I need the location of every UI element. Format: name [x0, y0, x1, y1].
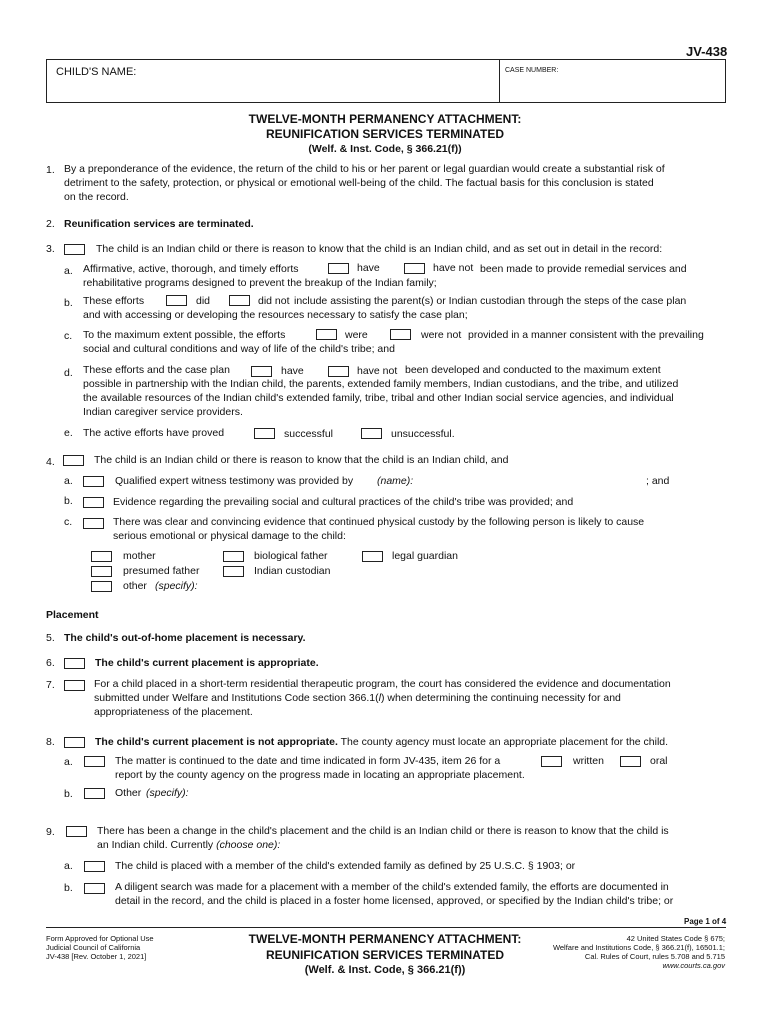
footer-revision: JV-438 [Rev. October 1, 2021] [46, 952, 147, 961]
item-2-number: 2. [46, 218, 55, 230]
item-9-choose-one: (choose one): [216, 839, 281, 851]
childs-name-label: CHILD'S NAME: [56, 66, 137, 78]
item-3c-letter: c. [64, 330, 73, 342]
item-2-text: Reunification services are terminated. [64, 218, 254, 230]
item-9b-line1: A diligent search was made for a placement with a member of the child's extended family, the efforts are documented in [115, 881, 669, 893]
item-9a-letter: a. [64, 860, 73, 872]
item-3a-havenot-checkbox[interactable] [404, 263, 425, 274]
item-8-bold: The child's current placement is not appropriate. [95, 736, 338, 748]
item-4c-line1: There was clear and convincing evidence that continued physical custody by the following person is likely to cause [113, 516, 645, 528]
item-3a-text1: Affirmative, active, thorough, and timely efforts [83, 263, 299, 275]
footer-rules: Cal. Rules of Court, rules 5.708 and 5.715 [584, 952, 725, 961]
item-4-text: The child is an Indian child or there is reason to know that the child is an Indian child, and [94, 454, 509, 466]
item-3d-line3: the available resources of the Indian child's extended family, tribe, tribal and other Indian social service agencies, and individual [83, 392, 674, 404]
item-3e-unsuccessful-checkbox[interactable] [361, 428, 382, 439]
item-3b-text1: These efforts [83, 295, 145, 307]
item-9-line2-start: an Indian child. Currently [97, 839, 214, 851]
childs-name-field[interactable] [56, 78, 446, 98]
item-3b-letter: b. [64, 297, 73, 309]
item-9b-letter: b. [64, 882, 73, 894]
item-4a-name-field[interactable] [420, 474, 640, 488]
item-3d-line4: Indian caregiver service providers. [83, 406, 243, 418]
item-3d-havenot-checkbox[interactable] [328, 366, 349, 377]
item-9b-line2: detail in the record, and the child is placed in a foster home licensed, approved, or specified by the Indian child's tribe; or [115, 895, 674, 907]
page-title-citation: (Welf. & Inst. Code, § 366.21(f)) [308, 143, 462, 155]
item-3a-line2: rehabilitative programs designed to prevent the breakup of the Indian family; [83, 277, 437, 289]
item-3b-didnot-checkbox[interactable] [229, 295, 250, 306]
item-9-checkbox[interactable] [66, 826, 87, 837]
item-3d-text2: been developed and conducted to the maximum extent [405, 364, 661, 376]
legal-guardian-label: legal guardian [392, 550, 458, 562]
item-9a-checkbox[interactable] [84, 861, 105, 872]
item-1-number: 1. [46, 164, 55, 176]
page-title-line2: REUNIFICATION SERVICES TERMINATED [265, 127, 504, 141]
item-4a-checkbox[interactable] [83, 476, 104, 487]
legal-guardian-checkbox[interactable] [362, 551, 383, 562]
item-3b-did-label: did [196, 295, 211, 307]
item-8a-text1: The matter is continued to the date and time indicated in form JV-435, item 26 for a [115, 755, 501, 767]
item-3a-text2: been made to provide remedial services and [480, 263, 687, 275]
item-4c-line2: serious emotional or physical damage to the child: [113, 530, 346, 542]
item-3d-text1: These efforts and the case plan [83, 364, 230, 376]
form-id: JV-438 [686, 44, 728, 59]
item-3e-letter: e. [64, 427, 73, 439]
footer-title-line1: TWELVE-MONTH PERMANENCY ATTACHMENT: [248, 932, 522, 946]
item-4b-text: Evidence regarding the prevailing social and cultural practices of the child's tribe was provided; and [113, 496, 574, 508]
item-4-number: 4. [46, 456, 55, 468]
footer-title-citation: (Welf. & Inst. Code, § 366.21(f)) [304, 964, 466, 976]
item-3b-text2: include assisting the parent(s) or Indian custodian through the steps of the case plan [294, 295, 687, 307]
item-3-text: The child is an Indian child or there is reason to know that the child is an Indian child, and as set out in detail in the record: [96, 243, 663, 255]
placement-heading: Placement [46, 609, 99, 621]
other-specify-label: (specify): [155, 580, 198, 592]
item-8b-specify-field[interactable] [200, 786, 700, 800]
item-3e-text1: The active efforts have proved [83, 427, 225, 439]
item-3c-werenot-checkbox[interactable] [390, 329, 411, 340]
other-checkbox[interactable] [91, 581, 112, 592]
item-3-checkbox[interactable] [64, 244, 85, 255]
item-7-number: 7. [46, 679, 55, 691]
item-8-number: 8. [46, 736, 55, 748]
indian-custodian-checkbox[interactable] [223, 566, 244, 577]
item-4a-and: ; and [646, 475, 670, 487]
item-3a-havenot-label: have not [433, 262, 474, 274]
item-4c-checkbox[interactable] [83, 518, 104, 529]
item-3a-have-label: have [357, 262, 380, 274]
item-3c-line2: social and cultural conditions and way of life of the child's tribe; and [83, 343, 395, 355]
item-3c-were-checkbox[interactable] [316, 329, 337, 340]
presumed-father-label: presumed father [123, 565, 200, 577]
footer-wic: Welfare and Institutions Code, § 366.21(f), 16501.1; [552, 943, 725, 952]
item-8a-written-label: written [573, 755, 604, 767]
item-7-line2-subsection: l [378, 692, 381, 704]
presumed-father-checkbox[interactable] [91, 566, 112, 577]
footer-approved: Form Approved for Optional Use [46, 934, 154, 943]
item-7-checkbox[interactable] [64, 680, 85, 691]
mother-checkbox[interactable] [91, 551, 112, 562]
item-9-number: 9. [46, 826, 55, 838]
item-4c-letter: c. [64, 516, 73, 528]
item-4-checkbox[interactable] [63, 455, 84, 466]
item-8a-letter: a. [64, 756, 73, 768]
footer-council: Judicial Council of California [46, 943, 141, 952]
item-3-number: 3. [46, 243, 55, 255]
mother-label: mother [123, 550, 156, 562]
item-3b-didnot-label: did not [258, 295, 290, 307]
case-number-label: CASE NUMBER: [505, 67, 559, 74]
item-8b-checkbox[interactable] [84, 788, 105, 799]
item-6-text: The child's current placement is appropriate. [95, 657, 319, 669]
item-6-checkbox[interactable] [64, 658, 85, 669]
item-8a-checkbox[interactable] [84, 756, 105, 767]
biological-father-label: biological father [254, 550, 328, 562]
item-7-line3: appropriateness of the placement. [94, 706, 253, 718]
footer-title-line2: REUNIFICATION SERVICES TERMINATED [265, 948, 504, 962]
item-8-text [95, 736, 668, 748]
item-4a-name-label: (name): [377, 475, 414, 487]
item-8a-line2: report by the county agency on the progress made in locating an appropriate placement. [115, 769, 525, 781]
item-9a-text: The child is placed with a member of the child's extended family as defined by 25 U.S.C. § 1903; or [115, 860, 576, 872]
page-title-line1: TWELVE-MONTH PERMANENCY ATTACHMENT: [248, 112, 522, 126]
item-3a-have-checkbox[interactable] [328, 263, 349, 274]
item-3d-have-checkbox[interactable] [251, 366, 272, 377]
item-7-line2-start: submitted under Welfare and Institutions Code section 366.1( [94, 692, 379, 704]
item-3c-text2: provided in a manner consistent with the prevailing [468, 329, 704, 341]
item-7-line2 [94, 692, 621, 704]
other-label: other [123, 580, 147, 592]
footer-usc: 42 United States Code § 675; [626, 934, 725, 943]
item-8a-written-checkbox[interactable] [541, 756, 562, 767]
item-3c-werenot-label: were not [421, 329, 462, 341]
item-1-line2: detriment to the safety, protection, or physical or emotional well-being of the child. The factual basis for this conclusion is stated [64, 177, 654, 189]
item-3d-havenot-label: have not [357, 365, 398, 377]
item-8a-oral-checkbox[interactable] [620, 756, 641, 767]
item-1-line3: on the record. [64, 191, 129, 203]
item-4a-letter: a. [64, 475, 73, 487]
item-3d-have-label: have [281, 365, 304, 377]
item-3b-line2: and with accessing or developing the resources necessary to satisfy the case plan; [83, 309, 468, 321]
item-3e-successful-checkbox[interactable] [254, 428, 275, 439]
item-8b-letter: b. [64, 788, 73, 800]
item-5-text: The child's out-of-home placement is necessary. [64, 632, 306, 644]
biological-father-checkbox[interactable] [223, 551, 244, 562]
item-4b-letter: b. [64, 495, 73, 507]
item-3e-successful-label: successful [284, 428, 334, 440]
item-6-number: 6. [46, 657, 55, 669]
other-specify-field[interactable] [205, 579, 505, 593]
item-7-line1: For a child placed in a short-term residential therapeutic program, the court has considered the evidence and documentation [94, 678, 671, 690]
indian-custodian-label: Indian custodian [254, 565, 331, 577]
item-3a-letter: a. [64, 265, 73, 277]
footer-website-link[interactable]: www.courts.ca.gov [662, 961, 725, 970]
item-7-line2-end: ) when determining the continuing necessity for and [380, 692, 621, 704]
item-3e-unsuccessful-label: unsuccessful. [391, 428, 455, 440]
item-8a-oral-label: oral [650, 755, 668, 767]
item-1-line1: By a preponderance of the evidence, the return of the child to his or her parent or legal guardian would create a substantial risk of [64, 163, 665, 175]
item-9b-checkbox[interactable] [84, 883, 105, 894]
item-5-number: 5. [46, 632, 55, 644]
item-8b-specify: (specify): [146, 787, 189, 799]
item-3c-text1: To the maximum extent possible, the efforts [83, 329, 286, 341]
caption-divider [499, 60, 500, 102]
footer-rule [46, 927, 726, 928]
item-4a-text1: Qualified expert witness testimony was provided by [115, 475, 354, 487]
item-3d-line2: possible in partnership with the Indian child, the parents, extended family members, Indian custodians, and the tribe, and utilized [83, 378, 679, 390]
item-4b-checkbox[interactable] [83, 497, 104, 508]
item-3b-did-checkbox[interactable] [166, 295, 187, 306]
item-8-checkbox[interactable] [64, 737, 85, 748]
item-8b-other: Other [115, 787, 142, 799]
page-number: Page 1 of 4 [684, 917, 727, 926]
item-8-rest: The county agency must locate an appropriate placement for the child. [340, 736, 669, 748]
item-3d-letter: d. [64, 367, 73, 379]
item-9-line1: There has been a change in the child's placement and the child is an Indian child or there is reason to know that the child is [97, 825, 669, 837]
item-3c-were-label: were [345, 329, 368, 341]
item-9-line2 [97, 839, 280, 851]
case-number-field[interactable] [505, 78, 720, 98]
